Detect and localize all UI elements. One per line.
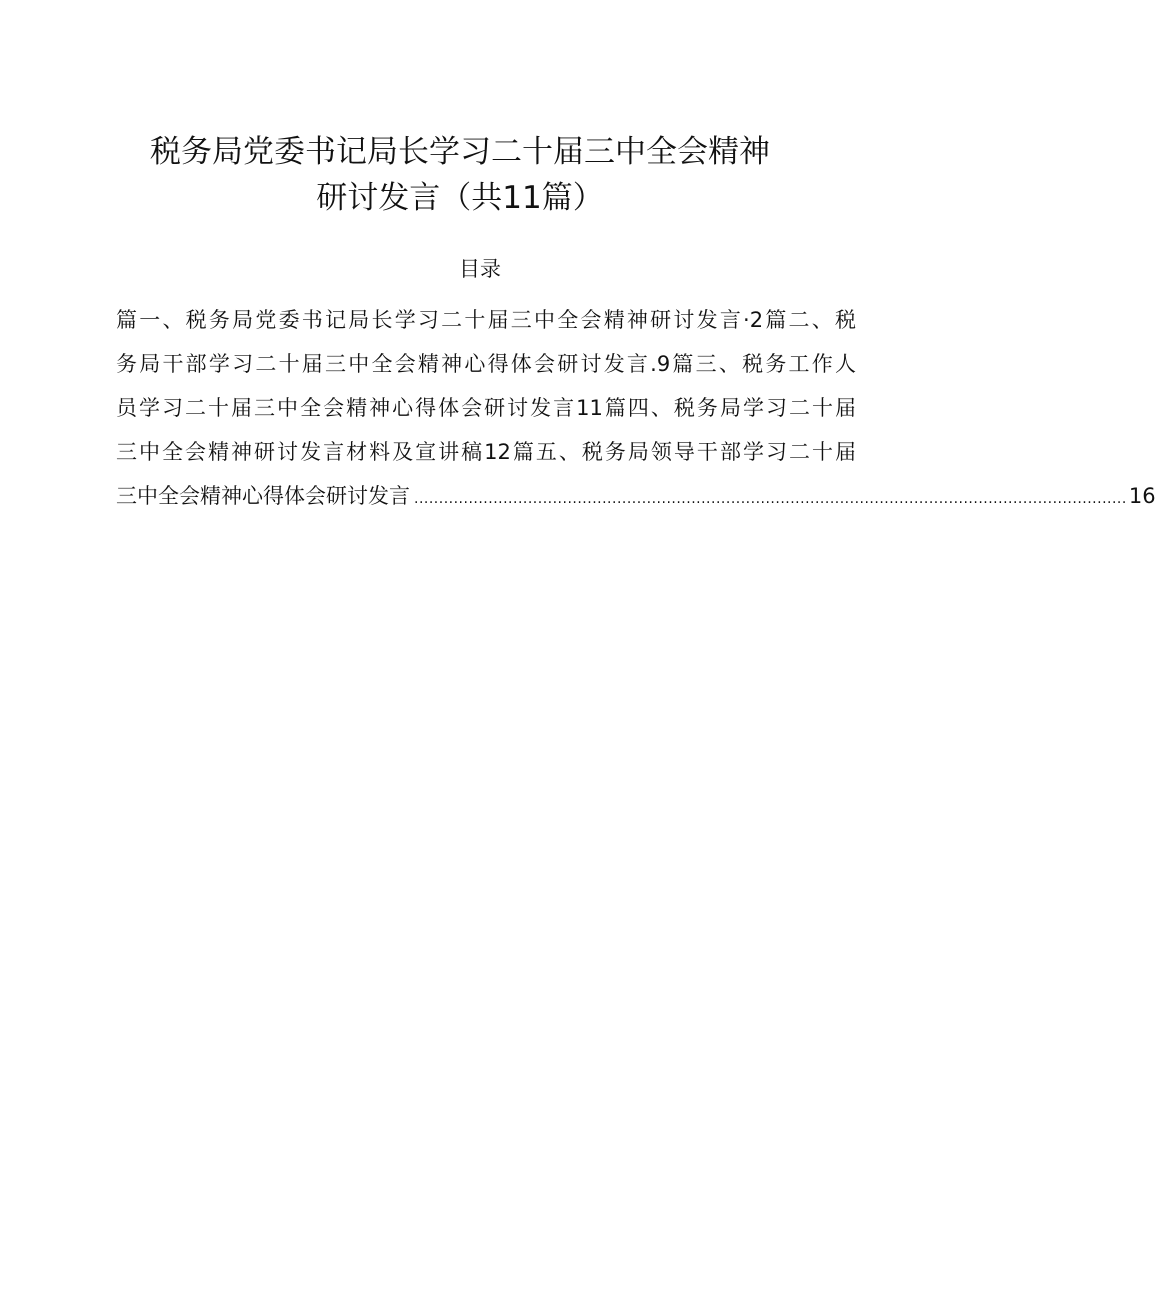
document-title-line-1: 税务局党委书记局长学习二十届三中全会精神: [150, 134, 770, 170]
table-of-contents: [116, 302, 1156, 522]
toc-line[interactable]: 三中全会精神研讨发言材料及宣讲稿12篇五、税务局领导干部学习二十届: [116, 440, 856, 464]
toc-line[interactable]: 员学习二十届三中全会精神心得体会研讨发言11篇四、税务局学习二十届: [116, 396, 856, 420]
toc-dot-leader: ................................................................................................................................................: [414, 491, 1127, 507]
toc-entry-text: 三中全会精神心得体会研讨发言: [116, 484, 410, 508]
toc-line[interactable]: 篇一、税务局党委书记局长学习二十届三中全会精神研讨发言·2篇二、税: [116, 308, 856, 332]
toc-page-number: 16: [1128, 484, 1156, 508]
toc-line[interactable]: 务局干部学习二十届三中全会精神心得体会研讨发言.9篇三、税务工作人: [116, 352, 856, 376]
toc-line-last[interactable]: [116, 478, 1156, 522]
document-title-line-2: 研讨发言（共11篇）: [316, 180, 604, 216]
toc-heading: 目录: [459, 257, 501, 281]
